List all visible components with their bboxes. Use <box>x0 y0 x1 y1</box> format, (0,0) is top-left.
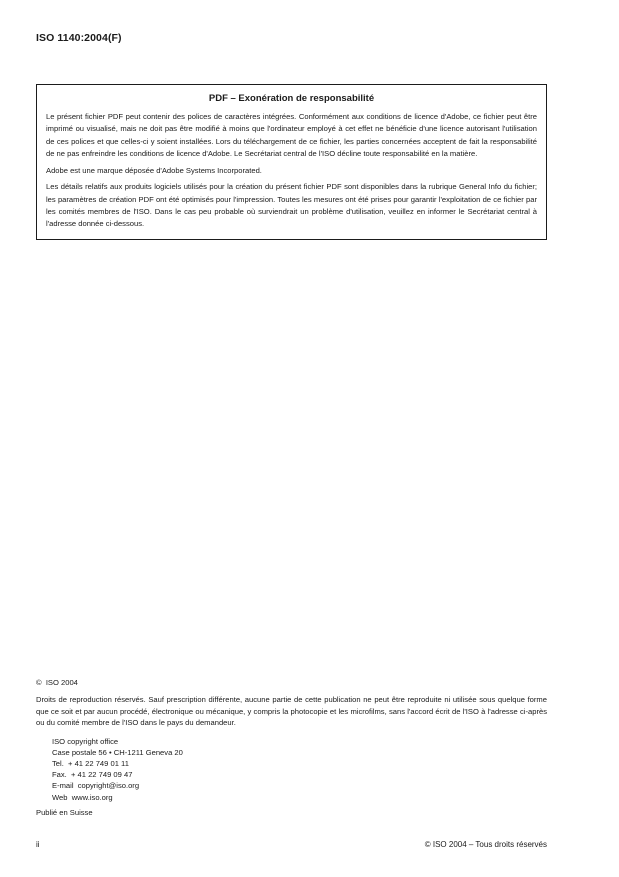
office-web-line: Web www.iso.org <box>52 792 113 802</box>
copyright-notice: © ISO 2004 <box>36 678 78 687</box>
reproduction-rights-paragraph: Droits de reproduction réservés. Sauf prescription différente, aucune partie de cette publication ne peut être reproduite ni utilisée sous quelque forme que ce soit et par aucun procédé, électronique ou mécanique, y compris la photocopie et les microfilms, sans l'accord écrit de l'ISO à l'adresse ci-après ou du comité membre de l'ISO dans le pays du demandeur. <box>36 695 547 728</box>
published-in-switzerland-line: Publié en Suisse <box>36 807 93 817</box>
copyright-section <box>36 677 547 818</box>
office-name-line: ISO copyright office <box>52 736 119 746</box>
document-reference-header: ISO 1140:2004(F) <box>36 32 122 44</box>
iso-copyright-office-block <box>52 736 547 803</box>
page-number: ii <box>36 840 40 849</box>
page-footer <box>36 840 547 849</box>
disclaimer-paragraph-adobe-trademark: Adobe est une marque déposée d'Adobe Systems Incorporated. <box>46 165 262 175</box>
office-fax-line: Fax. + 41 22 749 09 47 <box>52 770 133 780</box>
footer-copyright-notice: © ISO 2004 – Tous droits réservés <box>424 840 547 849</box>
office-tel-line: Tel. + 41 22 749 01 11 <box>52 759 129 769</box>
pdf-disclaimer-box <box>36 84 547 240</box>
office-email-line: E-mail copyright@iso.org <box>52 781 140 791</box>
disclaimer-paragraph-creation-details: Les détails relatifs aux produits logiciels utilisés pour la création du présent fichier PDF sont disponibles dans la rubrique General Info du fichier; les paramètres de création PDF ont été optimisés pour l'impression. Toutes les mesures ont été prises pour garantir l'exploitation de ce fichier par les comités membres de l'ISO. Dans le cas peu probable où surviendrait un problème d'utilisation, veuillez en informer le Secrétariat central à l'adresse donnée ci-dessous. <box>46 182 537 229</box>
disclaimer-box-title: PDF – Exonération de responsabilité <box>208 93 375 104</box>
office-address-line: Case postale 56 • CH-1211 Geneva 20 <box>52 747 183 757</box>
disclaimer-paragraph-fonts: Le présent fichier PDF peut contenir des polices de caractères intégrées. Conformément aux conditions de licence d'Adobe, ce fichier peut être imprimé ou visualisé, mais ne doit pas être modifié à moins que l'ordinateur employé à cet effet ne bénéficie d'une licence autorisant l'utilisation de ces polices et que celles-ci y soient installées. Lors du téléchargement de ce fichier, les parties concernées acceptent de fait la responsabilité de ne pas enfreindre les conditions de licence d'Adobe. Le Secrétariat central de l'ISO décline toute responsabilité en la matière. <box>46 112 537 158</box>
